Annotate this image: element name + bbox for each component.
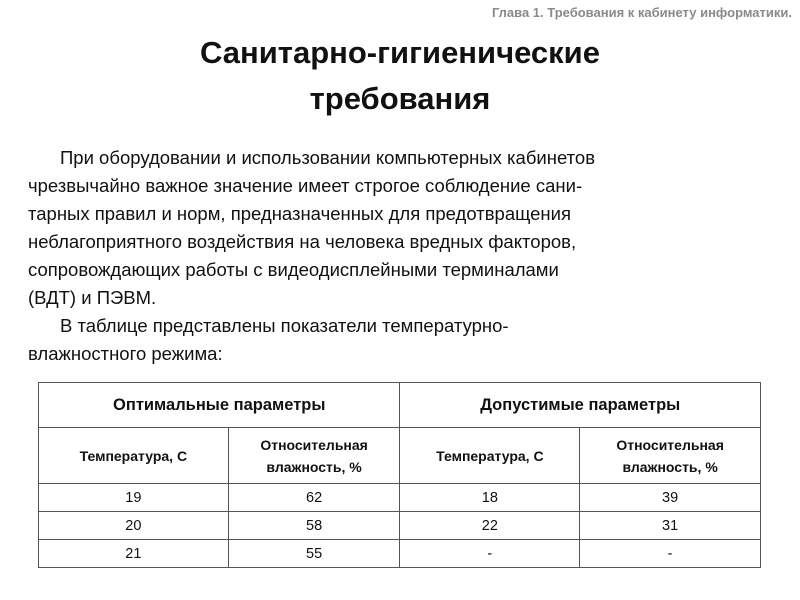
header-line: Температура, С [79, 447, 188, 464]
page-title [0, 30, 800, 122]
col-header-allowed-humidity [580, 428, 761, 484]
col-header-allowed-temperature [400, 428, 580, 484]
table-row [39, 484, 761, 512]
table-cell: 20 [39, 512, 229, 540]
table-row [39, 512, 761, 540]
table-cell: 21 [39, 540, 229, 568]
table-group-header-row [39, 383, 761, 428]
header-line: Относительная [260, 436, 368, 453]
parameters-table [38, 382, 761, 568]
table-row [39, 540, 761, 568]
table-cell: - [400, 540, 580, 568]
optimal-params-header: Оптимальные параметры [39, 383, 400, 428]
table-cell: 39 [580, 484, 761, 512]
table-cell: 31 [580, 512, 761, 540]
table-cell: - [580, 540, 761, 568]
table-cell: 18 [400, 484, 580, 512]
allowed-params-header: Допустимые параметры [400, 383, 761, 428]
header-line: влажность, % [266, 458, 362, 475]
title-line-2: требования [309, 81, 491, 116]
paragraph-intro: При оборудовании и использовании компьютерных кабинетов чрезвычайно важное значение имеет строгое соблюдение сани- тарных правил и норм, предназначенных для предотвращения неблагоприятного воздействия на человека вредных факторов, сопровождающих работы с видеодисплейными терминалами (ВДТ) и ПЭВМ. [28, 147, 596, 308]
table-cell: 58 [228, 512, 400, 540]
col-header-optimal-humidity [228, 428, 400, 484]
table-cell: 62 [228, 484, 400, 512]
paragraph-table-intro: В таблице представлены показатели температурно- влажностного режима: [28, 315, 509, 364]
chapter-header: Глава 1. Требования к кабинету информатики. [491, 5, 792, 20]
table-cell: 22 [400, 512, 580, 540]
header-line: Температура, С [436, 447, 544, 464]
header-line: влажность, % [622, 458, 718, 475]
table-cell: 55 [228, 540, 400, 568]
table-cell: 19 [39, 484, 229, 512]
title-line-1: Санитарно-гигиенические [200, 35, 600, 70]
table-sub-header-row [39, 428, 761, 484]
col-header-optimal-temperature [39, 428, 229, 484]
header-line: Относительная [616, 436, 724, 453]
body-text [28, 144, 776, 368]
